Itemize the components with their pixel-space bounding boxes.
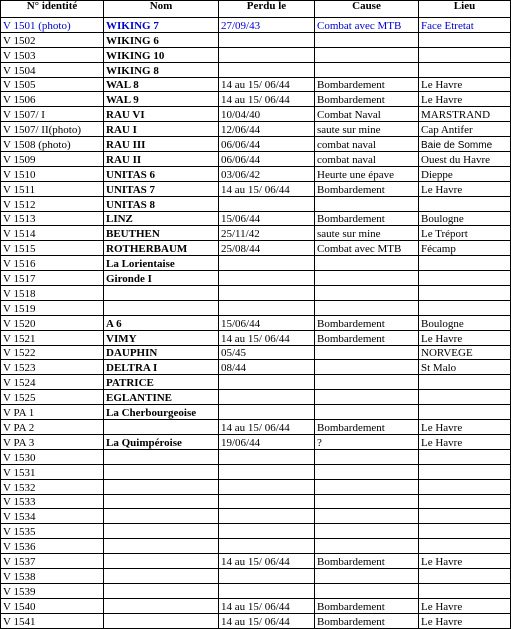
table-row bbox=[1, 390, 511, 405]
cell-cause: combat naval bbox=[315, 137, 419, 152]
cell-id: V 1532 bbox=[1, 479, 104, 494]
cell-id: V 1503 bbox=[1, 47, 104, 62]
cell-cause bbox=[315, 583, 419, 598]
cell-nom: A 6 bbox=[104, 315, 219, 330]
cell-id: V 1511 bbox=[1, 181, 104, 196]
table-row bbox=[1, 315, 511, 330]
cell-id: V 1524 bbox=[1, 375, 104, 390]
cell-cause bbox=[315, 286, 419, 301]
cell-cause bbox=[315, 47, 419, 62]
cell-lieu bbox=[419, 286, 511, 301]
table-row bbox=[1, 479, 511, 494]
cell-cause: Bombardement bbox=[315, 613, 419, 628]
cell-cause: Heurte une épave bbox=[315, 166, 419, 181]
cell-perdu: 25/08/44 bbox=[219, 241, 315, 256]
cell-perdu bbox=[219, 583, 315, 598]
cell-perdu: 25/11/42 bbox=[219, 226, 315, 241]
table-row bbox=[1, 405, 511, 420]
cell-nom bbox=[104, 300, 219, 315]
cell-id: V 1534 bbox=[1, 509, 104, 524]
cell-cause bbox=[315, 256, 419, 271]
table-row bbox=[1, 539, 511, 554]
cell-id: V 1516 bbox=[1, 256, 104, 271]
cell-perdu bbox=[219, 47, 315, 62]
cell-perdu bbox=[219, 32, 315, 47]
table-row bbox=[1, 300, 511, 315]
cell-lieu: Le Havre bbox=[419, 181, 511, 196]
cell-lieu: Baie de Somme bbox=[419, 137, 511, 152]
cell-perdu: 15/06/44 bbox=[219, 315, 315, 330]
cell-cause: Bombardement bbox=[315, 554, 419, 569]
cell-nom: WAL 8 bbox=[104, 77, 219, 92]
cell-nom: WAL 9 bbox=[104, 92, 219, 107]
cell-nom bbox=[104, 524, 219, 539]
cell-nom bbox=[104, 539, 219, 554]
cell-nom: ROTHERBAUM bbox=[104, 241, 219, 256]
cell-lieu bbox=[419, 583, 511, 598]
cell-id: V 1531 bbox=[1, 464, 104, 479]
cell-id: V 1508 (photo) bbox=[1, 137, 104, 152]
cell-nom bbox=[104, 479, 219, 494]
table-header bbox=[1, 1, 511, 18]
cell-lieu bbox=[419, 449, 511, 464]
cell-perdu bbox=[219, 405, 315, 420]
table-row bbox=[1, 524, 511, 539]
cell-id: V 1502 bbox=[1, 32, 104, 47]
cell-perdu: 10/04/40 bbox=[219, 107, 315, 122]
table-row bbox=[1, 32, 511, 47]
cell-id: V 1513 bbox=[1, 211, 104, 226]
cell-lieu: Ouest du Havre bbox=[419, 152, 511, 167]
cell-id: V PA 1 bbox=[1, 405, 104, 420]
cell-id: V 1522 bbox=[1, 345, 104, 360]
cell-lieu bbox=[419, 62, 511, 77]
cell-cause: saute sur mine bbox=[315, 226, 419, 241]
cell-nom: WIKING 6 bbox=[104, 32, 219, 47]
table-row bbox=[1, 62, 511, 77]
cell-cause: combat naval bbox=[315, 152, 419, 167]
cell-cause bbox=[315, 494, 419, 509]
table-row bbox=[1, 271, 511, 286]
cell-perdu: 05/45 bbox=[219, 345, 315, 360]
cell-cause: Bombardement bbox=[315, 211, 419, 226]
cell-cause: Combat Naval bbox=[315, 107, 419, 122]
cell-lieu bbox=[419, 568, 511, 583]
cell-cause bbox=[315, 300, 419, 315]
cell-perdu bbox=[219, 196, 315, 211]
cell-nom: La Cherbourgeoise bbox=[104, 405, 219, 420]
cell-perdu bbox=[219, 449, 315, 464]
table-row bbox=[1, 256, 511, 271]
table-row bbox=[1, 152, 511, 167]
table-row bbox=[1, 18, 511, 33]
cell-cause: Bombardement bbox=[315, 420, 419, 435]
cell-perdu bbox=[219, 464, 315, 479]
cell-nom: BEUTHEN bbox=[104, 226, 219, 241]
cell-perdu bbox=[219, 390, 315, 405]
cell-nom bbox=[104, 464, 219, 479]
cell-lieu: NORVEGE bbox=[419, 345, 511, 360]
table-row bbox=[1, 583, 511, 598]
cell-id: V 1540 bbox=[1, 598, 104, 613]
cell-cause: ? bbox=[315, 434, 419, 449]
cell-nom: WIKING 10 bbox=[104, 47, 219, 62]
cell-lieu: Le Havre bbox=[419, 77, 511, 92]
cell-lieu: Fécamp bbox=[419, 241, 511, 256]
cell-perdu: 06/06/44 bbox=[219, 152, 315, 167]
cell-cause bbox=[315, 32, 419, 47]
cell-lieu bbox=[419, 271, 511, 286]
cell-nom: DELTRA I bbox=[104, 360, 219, 375]
cell-nom: UNITAS 6 bbox=[104, 166, 219, 181]
table-body bbox=[1, 18, 511, 629]
table-row bbox=[1, 494, 511, 509]
cell-perdu bbox=[219, 256, 315, 271]
cell-lieu bbox=[419, 390, 511, 405]
cell-cause: Bombardement bbox=[315, 330, 419, 345]
cell-nom: DAUPHIN bbox=[104, 345, 219, 360]
cell-id: V 1505 bbox=[1, 77, 104, 92]
cell-cause bbox=[315, 390, 419, 405]
cell-cause bbox=[315, 568, 419, 583]
cell-lieu: Le Havre bbox=[419, 420, 511, 435]
cell-lieu: Le Havre bbox=[419, 92, 511, 107]
cell-nom bbox=[104, 286, 219, 301]
cell-perdu: 14 au 15/ 06/44 bbox=[219, 181, 315, 196]
cell-cause: Combat avec MTB bbox=[315, 18, 419, 33]
cell-lieu bbox=[419, 479, 511, 494]
table-row bbox=[1, 554, 511, 569]
cell-lieu: Le Havre bbox=[419, 598, 511, 613]
cell-perdu bbox=[219, 375, 315, 390]
cell-lieu: Face Etretat bbox=[419, 18, 511, 33]
cell-cause bbox=[315, 345, 419, 360]
cell-id: V 1510 bbox=[1, 166, 104, 181]
header-cause: Cause bbox=[315, 1, 419, 18]
cell-cause bbox=[315, 539, 419, 554]
cell-cause bbox=[315, 196, 419, 211]
cell-nom: EGLANTINE bbox=[104, 390, 219, 405]
cell-lieu: Boulogne bbox=[419, 211, 511, 226]
cell-id: V 1517 bbox=[1, 271, 104, 286]
cell-nom: WIKING 8 bbox=[104, 62, 219, 77]
cell-nom: UNITAS 8 bbox=[104, 196, 219, 211]
cell-id: V 1515 bbox=[1, 241, 104, 256]
cell-lieu bbox=[419, 196, 511, 211]
cell-nom bbox=[104, 568, 219, 583]
cell-perdu bbox=[219, 509, 315, 524]
cell-nom bbox=[104, 598, 219, 613]
cell-lieu: Le Havre bbox=[419, 434, 511, 449]
cell-lieu: Le Havre bbox=[419, 330, 511, 345]
cell-id: V 1536 bbox=[1, 539, 104, 554]
cell-perdu bbox=[219, 494, 315, 509]
cell-lieu bbox=[419, 375, 511, 390]
cell-nom: La Lorientaise bbox=[104, 256, 219, 271]
cell-lieu bbox=[419, 464, 511, 479]
header-row bbox=[1, 1, 511, 18]
header-id: N° identité bbox=[1, 1, 104, 18]
cell-lieu: Le Tréport bbox=[419, 226, 511, 241]
table-row bbox=[1, 420, 511, 435]
table-row bbox=[1, 77, 511, 92]
cell-lieu bbox=[419, 300, 511, 315]
cell-cause bbox=[315, 375, 419, 390]
table-row bbox=[1, 107, 511, 122]
cell-lieu bbox=[419, 509, 511, 524]
cell-nom: WIKING 7 bbox=[104, 18, 219, 33]
cell-perdu: 14 au 15/ 06/44 bbox=[219, 613, 315, 628]
cell-id: V 1501 (photo) bbox=[1, 18, 104, 33]
cell-id: V 1535 bbox=[1, 524, 104, 539]
cell-lieu: Le Havre bbox=[419, 554, 511, 569]
cell-nom: RAU VI bbox=[104, 107, 219, 122]
cell-lieu bbox=[419, 539, 511, 554]
table-row bbox=[1, 181, 511, 196]
cell-cause: Bombardement bbox=[315, 181, 419, 196]
cell-nom: La Quimpéroise bbox=[104, 434, 219, 449]
cell-lieu bbox=[419, 405, 511, 420]
cell-perdu: 27/09/43 bbox=[219, 18, 315, 33]
cell-lieu: Boulogne bbox=[419, 315, 511, 330]
cell-nom bbox=[104, 583, 219, 598]
cell-nom: Gironde I bbox=[104, 271, 219, 286]
cell-id: V PA 3 bbox=[1, 434, 104, 449]
cell-nom: PATRICE bbox=[104, 375, 219, 390]
table-row bbox=[1, 47, 511, 62]
cell-id: V 1512 bbox=[1, 196, 104, 211]
table-row bbox=[1, 241, 511, 256]
cell-perdu bbox=[219, 568, 315, 583]
cell-cause: Bombardement bbox=[315, 315, 419, 330]
cell-id: V 1539 bbox=[1, 583, 104, 598]
cell-cause: Bombardement bbox=[315, 77, 419, 92]
cell-cause bbox=[315, 449, 419, 464]
table-row bbox=[1, 613, 511, 628]
cell-cause: Bombardement bbox=[315, 598, 419, 613]
cell-perdu: 14 au 15/ 06/44 bbox=[219, 420, 315, 435]
cell-nom: RAU I bbox=[104, 122, 219, 137]
cell-cause: saute sur mine bbox=[315, 122, 419, 137]
cell-perdu: 14 au 15/ 06/44 bbox=[219, 77, 315, 92]
table-row bbox=[1, 434, 511, 449]
cell-perdu bbox=[219, 300, 315, 315]
cell-perdu: 14 au 15/ 06/44 bbox=[219, 92, 315, 107]
cell-perdu: 03/06/42 bbox=[219, 166, 315, 181]
cell-perdu bbox=[219, 286, 315, 301]
cell-lieu bbox=[419, 32, 511, 47]
cell-id: V 1541 bbox=[1, 613, 104, 628]
cell-perdu: 14 au 15/ 06/44 bbox=[219, 330, 315, 345]
cell-nom: VIMY bbox=[104, 330, 219, 345]
cell-id: V 1509 bbox=[1, 152, 104, 167]
cell-nom: RAU II bbox=[104, 152, 219, 167]
cell-id: V 1525 bbox=[1, 390, 104, 405]
cell-nom bbox=[104, 420, 219, 435]
table-row bbox=[1, 226, 511, 241]
cell-perdu: 14 au 15/ 06/44 bbox=[219, 554, 315, 569]
cell-id: V 1523 bbox=[1, 360, 104, 375]
table-row bbox=[1, 211, 511, 226]
table-row bbox=[1, 360, 511, 375]
cell-id: V 1521 bbox=[1, 330, 104, 345]
table-row bbox=[1, 196, 511, 211]
cell-id: V 1537 bbox=[1, 554, 104, 569]
cell-cause bbox=[315, 360, 419, 375]
cell-lieu: Dieppe bbox=[419, 166, 511, 181]
cell-lieu bbox=[419, 524, 511, 539]
table-row bbox=[1, 286, 511, 301]
table-row bbox=[1, 122, 511, 137]
cell-lieu bbox=[419, 494, 511, 509]
table-row bbox=[1, 345, 511, 360]
cell-cause: Bombardement bbox=[315, 92, 419, 107]
table-row bbox=[1, 464, 511, 479]
cell-id: V 1504 bbox=[1, 62, 104, 77]
cell-id: V 1507/ I bbox=[1, 107, 104, 122]
cell-id: V PA 2 bbox=[1, 420, 104, 435]
cell-lieu bbox=[419, 256, 511, 271]
cell-perdu bbox=[219, 539, 315, 554]
table-row bbox=[1, 166, 511, 181]
cell-perdu: 08/44 bbox=[219, 360, 315, 375]
table-row bbox=[1, 375, 511, 390]
header-nom: Nom bbox=[104, 1, 219, 18]
cell-cause bbox=[315, 524, 419, 539]
cell-nom: RAU III bbox=[104, 137, 219, 152]
cell-cause bbox=[315, 509, 419, 524]
cell-lieu: Le Havre bbox=[419, 613, 511, 628]
cell-nom bbox=[104, 449, 219, 464]
cell-perdu: 19/06/44 bbox=[219, 434, 315, 449]
cell-id: V 1530 bbox=[1, 449, 104, 464]
cell-perdu bbox=[219, 524, 315, 539]
cell-lieu: MARSTRAND bbox=[419, 107, 511, 122]
cell-cause bbox=[315, 405, 419, 420]
cell-id: V 1506 bbox=[1, 92, 104, 107]
cell-perdu: 06/06/44 bbox=[219, 137, 315, 152]
cell-nom bbox=[104, 509, 219, 524]
cell-id: V 1507/ II(photo) bbox=[1, 122, 104, 137]
cell-perdu bbox=[219, 271, 315, 286]
cell-cause bbox=[315, 464, 419, 479]
cell-nom: UNITAS 7 bbox=[104, 181, 219, 196]
table-row bbox=[1, 137, 511, 152]
cell-nom bbox=[104, 554, 219, 569]
cell-lieu: St Malo bbox=[419, 360, 511, 375]
cell-cause bbox=[315, 479, 419, 494]
cell-perdu: 14 au 15/ 06/44 bbox=[219, 598, 315, 613]
cell-cause: Combat avec MTB bbox=[315, 241, 419, 256]
cell-id: V 1518 bbox=[1, 286, 104, 301]
cell-cause bbox=[315, 62, 419, 77]
table-row bbox=[1, 568, 511, 583]
cell-perdu bbox=[219, 479, 315, 494]
header-perdu: Perdu le bbox=[219, 1, 315, 18]
cell-id: V 1533 bbox=[1, 494, 104, 509]
table-row bbox=[1, 449, 511, 464]
cell-lieu: Cap Antifer bbox=[419, 122, 511, 137]
header-lieu: Lieu bbox=[419, 1, 511, 18]
table-row bbox=[1, 509, 511, 524]
cell-lieu bbox=[419, 47, 511, 62]
cell-id: V 1538 bbox=[1, 568, 104, 583]
table-row bbox=[1, 92, 511, 107]
cell-nom: LINZ bbox=[104, 211, 219, 226]
cell-perdu: 12/06/44 bbox=[219, 122, 315, 137]
cell-nom bbox=[104, 613, 219, 628]
cell-perdu bbox=[219, 62, 315, 77]
cell-id: V 1519 bbox=[1, 300, 104, 315]
table-row bbox=[1, 330, 511, 345]
cell-id: V 1514 bbox=[1, 226, 104, 241]
table-row bbox=[1, 598, 511, 613]
cell-nom bbox=[104, 494, 219, 509]
cell-cause bbox=[315, 271, 419, 286]
cell-id: V 1520 bbox=[1, 315, 104, 330]
cell-perdu: 15/06/44 bbox=[219, 211, 315, 226]
